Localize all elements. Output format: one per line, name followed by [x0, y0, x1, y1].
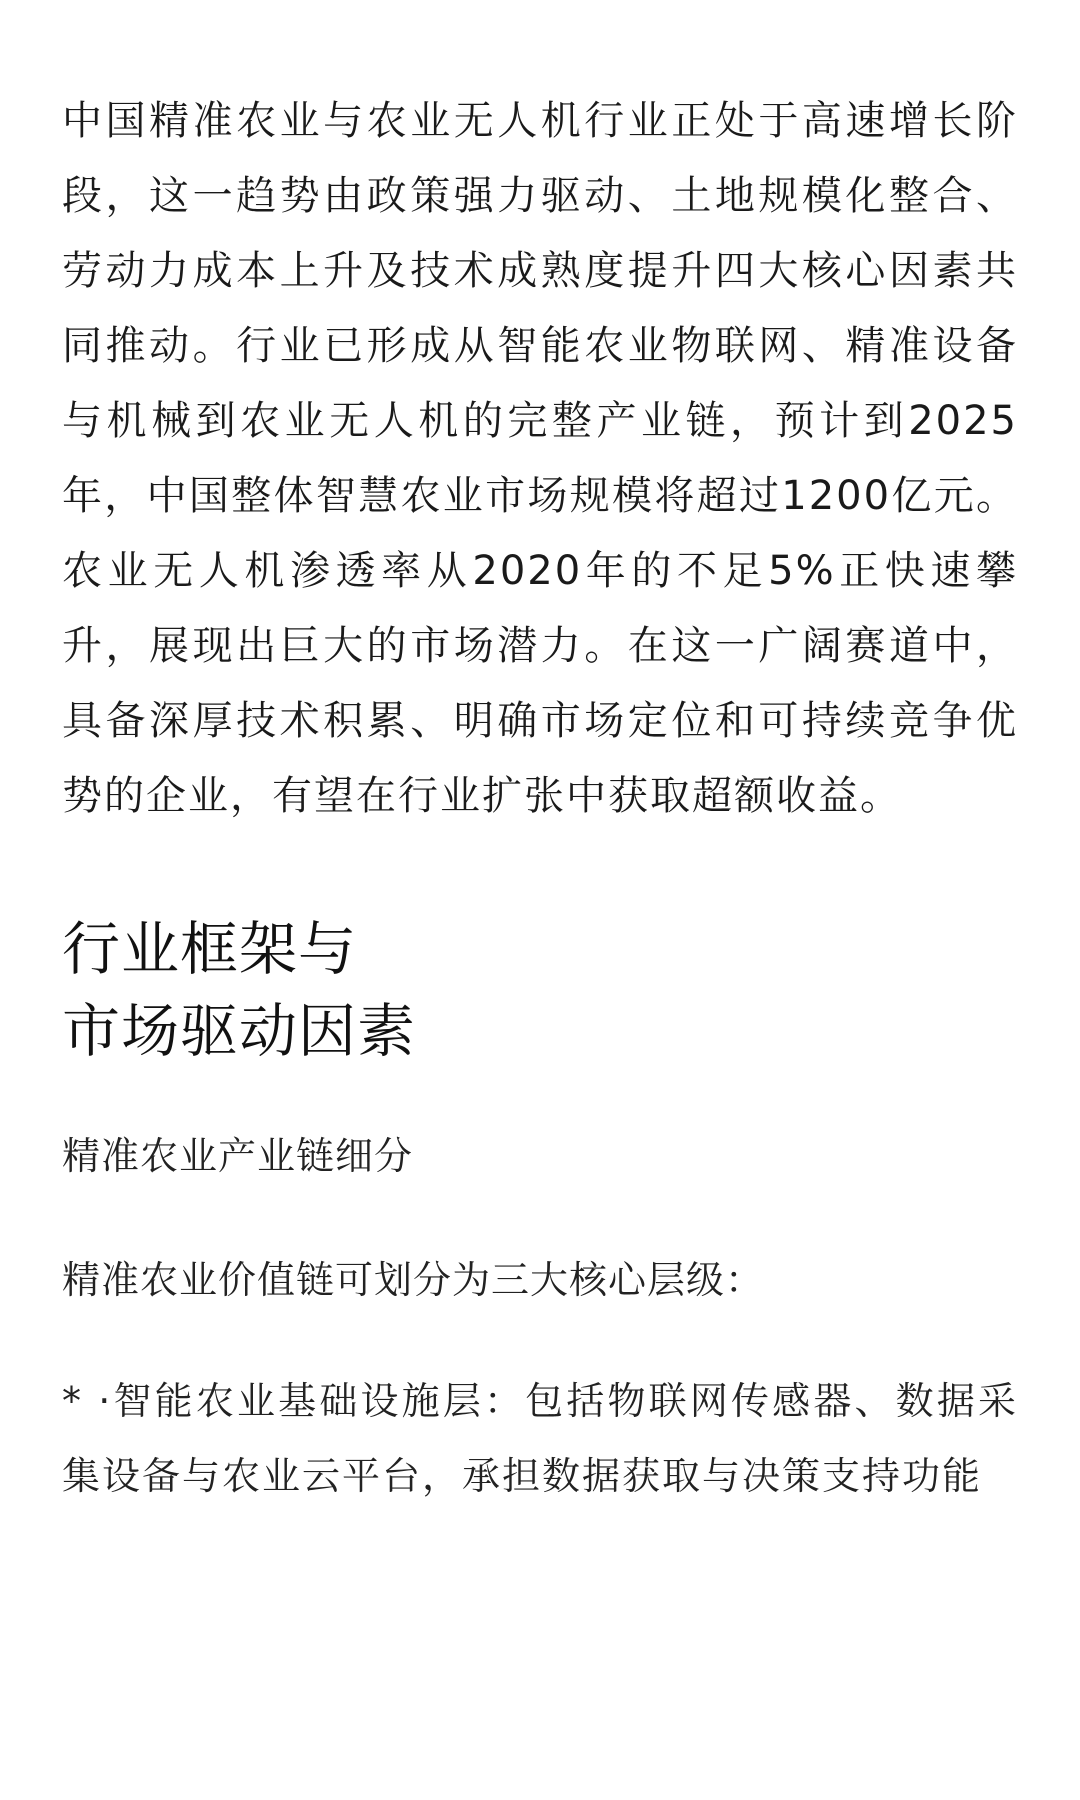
section-subheading: 精准农业产业链细分 — [62, 1134, 414, 1178]
section-heading-line-2: 市场驱动因素 — [62, 997, 417, 1065]
section-heading — [62, 908, 1018, 1072]
list-item-infrastructure-layer: * ·智能农业基础设施层：包括物联网传感器、数据采集设备与农业云平台，承担数据获取与决策支持功能 — [62, 1379, 1018, 1498]
intro-paragraph: 中国精准农业与农业无人机行业正处于高速增长阶段，这一趋势由政策强力驱动、土地规模化整合、劳动力成本上升及技术成熟度提升四大核心因素共同推动。行业已形成从智能农业物联网、精准设备与机械到农业无人机的完整产业链，预计到2025年，中国整体智慧农业市场规模将超过1200亿元。农业无人机渗透率从2020年的不足5%正快速攀升，展现出巨大的市场潜力。在这一广阔赛道中，具备深厚技术积累、明确市场定位和可持续竞争优势的企业，有望在行业扩张中获取超额收益。 — [62, 98, 1018, 819]
section-heading-line-1: 行业框架与 — [62, 915, 358, 983]
value-chain-intro: 精准农业价值链可划分为三大核心层级： — [62, 1258, 765, 1302]
